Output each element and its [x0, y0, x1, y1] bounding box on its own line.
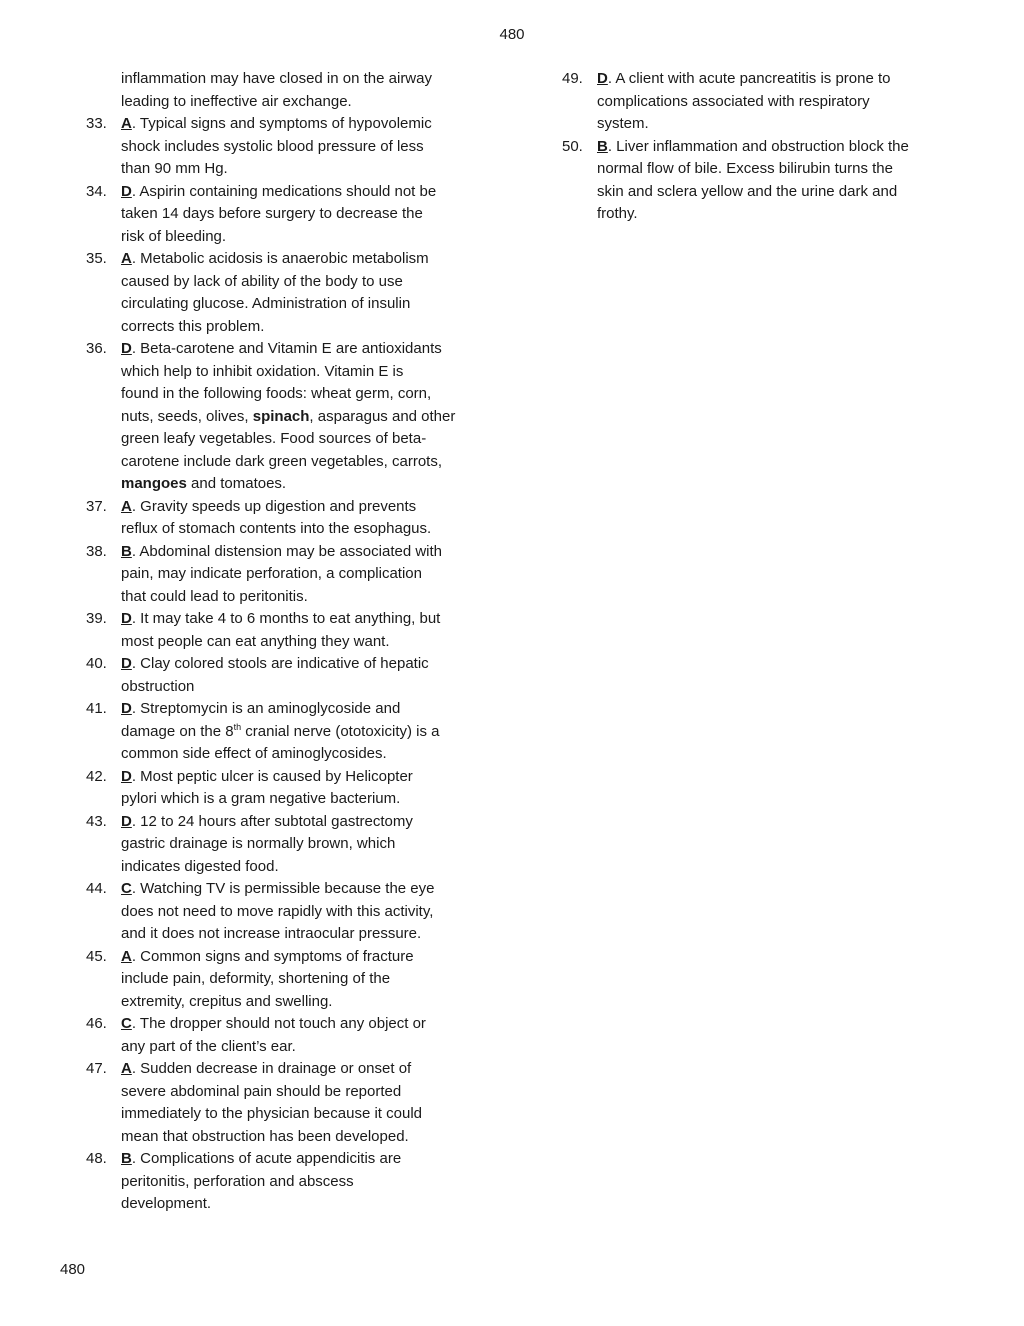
answer-number: 41. — [86, 700, 107, 717]
answer-rationale-cont: , asparagus and other green leafy vegetables. Food sources of beta- carotene include dark green vegetables, carrots, — [121, 407, 456, 470]
answer-letter: D — [597, 70, 608, 87]
answer-letter: D — [121, 767, 132, 785]
answer-letter: A — [121, 250, 132, 267]
answer-rationale: . 12 to 24 hours after subtotal gastrectomy gastric drainage is normally brown, which indicates digested food. — [121, 812, 413, 875]
answer-item-42 — [86, 766, 490, 811]
answer-rationale: . Metabolic acidosis is anaerobic metabolism caused by lack of ability of the body to use circulating glucose. Administration of insulin corrects this problem. — [121, 250, 429, 335]
answer-letter: D — [121, 700, 132, 717]
answer-rationale: . Beta-carotene and Vitamin E are antioxidants which help to inhibit oxidation. Vitamin E is found in the following foods: wheat germ, corn, nuts, seeds, olives, — [121, 340, 442, 425]
right-column — [562, 68, 962, 226]
answer-rationale: . Watching TV is permissible because the eye does not need to move rapidly with this activity, and it does not increase intraocular pressure. — [121, 880, 435, 942]
answer-rationale: . Liver inflammation and obstruction block the normal flow of bile. Excess bilirubin turns the skin and sclera yellow and the urine dark and frothy. — [597, 137, 909, 222]
answer-rationale: . A client with acute pancreatitis is prone to complications associated with respiratory system. — [597, 70, 891, 132]
answer-item-43 — [86, 811, 490, 879]
answer-letter: A — [121, 1060, 132, 1077]
answer-number: 35. — [86, 250, 107, 267]
answer-item-40 — [86, 653, 490, 698]
answer-item-41 — [86, 698, 490, 766]
answer-letter: D — [121, 655, 132, 672]
answer-number: 49. — [562, 70, 583, 87]
answer-number: 33. — [86, 115, 107, 132]
answer-item-50 — [562, 136, 962, 226]
answer-item-38 — [86, 541, 490, 609]
answer-letter: B — [597, 137, 608, 155]
answer-number: 44. — [86, 880, 107, 897]
answer-rationale: . Aspirin containing medications should not be taken 14 days before surgery to decrease the risk of bleeding. — [121, 182, 437, 245]
answer-rationale: . Typical signs and symptoms of hypovolemic shock includes systolic blood pressure of less than 90 mm Hg. — [121, 115, 432, 177]
answer-rationale: . Clay colored stools are indicative of hepatic obstruction — [121, 655, 429, 695]
answer-number: 48. — [86, 1150, 107, 1167]
page-number-top: 480 — [499, 26, 525, 43]
answer-rationale: . The dropper should not touch any object or any part of the client’s ear. — [121, 1015, 426, 1055]
answer-number: 36. — [86, 340, 107, 357]
answer-item-33 — [86, 113, 490, 181]
answer-number: 43. — [86, 812, 107, 830]
answer-letter: D — [121, 610, 132, 627]
answer-letter: C — [121, 880, 132, 897]
left-column — [86, 68, 490, 1216]
answer-number: 45. — [86, 947, 107, 965]
answer-item-47 — [86, 1058, 490, 1148]
answer-letter: D — [121, 340, 132, 357]
answer-rationale: . Common signs and symptoms of fracture include pain, deformity, shortening of the extremity, crepitus and swelling. — [121, 947, 414, 1010]
answer-rationale-cont: cranial nerve (ototoxicity) is a common side effect of aminoglycosides. — [121, 722, 440, 762]
answer-letter: D — [121, 182, 132, 200]
answer-rationale: . Complications of acute appendicitis are peritonitis, perforation and abscess development. — [121, 1150, 402, 1212]
answer-item-46 — [86, 1013, 490, 1058]
answer-rationale: . Sudden decrease in drainage or onset of severe abdominal pain should be reported immediately to the physician because it could mean that obstruction has been developed. — [121, 1060, 422, 1145]
answer-number: 50. — [562, 137, 583, 155]
bold-food-term: mangoes — [121, 475, 187, 492]
answer-letter: D — [121, 812, 132, 830]
answer-rationale: . It may take 4 to 6 months to eat anything, but most people can eat anything they want. — [121, 610, 441, 650]
answer-number: 47. — [86, 1060, 107, 1077]
answer-item-45 — [86, 946, 490, 1014]
answer-item-37 — [86, 496, 490, 541]
answer-number: 42. — [86, 767, 107, 785]
answer-rationale: . Abdominal distension may be associated with pain, may indicate perforation, a complication that could lead to peritonitis. — [121, 542, 443, 605]
answer-item-34 — [86, 181, 490, 249]
answer-letter: B — [121, 1150, 132, 1167]
answer-rationale: . Streptomycin is an aminoglycoside and damage on the 8 — [121, 700, 401, 740]
answer-rationale-end: and tomatoes. — [186, 475, 287, 492]
answer-letter: A — [121, 947, 132, 965]
ordinal-superscript: th — [233, 721, 242, 732]
answer-number: 40. — [86, 655, 107, 672]
answer-letter: B — [121, 542, 132, 560]
answer-number: 37. — [86, 497, 107, 515]
page-number-bottom: 480 — [60, 1261, 86, 1278]
answer-item-44 — [86, 878, 490, 946]
answer-number: 38. — [86, 542, 107, 560]
answer-letter: A — [121, 115, 132, 132]
bold-food-term: spinach — [252, 407, 310, 425]
answer-rationale: . Gravity speeds up digestion and prevents reflux of stomach contents into the esophagus. — [121, 497, 432, 537]
answer-item-35 — [86, 248, 490, 338]
answer-number: 34. — [86, 182, 107, 200]
answer-number: 46. — [86, 1015, 107, 1032]
answer-number: 39. — [86, 610, 107, 627]
continued-answer-text: inflammation may have closed in on the airway leading to ineffective air exchange. — [121, 70, 432, 110]
answer-item-49 — [562, 68, 962, 136]
answer-letter: C — [121, 1015, 132, 1032]
answer-rationale: . Most peptic ulcer is caused by Helicopter pylori which is a gram negative bacterium. — [121, 767, 413, 807]
answer-item-39 — [86, 608, 490, 653]
answer-item-48 — [86, 1148, 490, 1216]
answer-item-36 — [86, 338, 490, 496]
answer-letter: A — [121, 497, 132, 515]
